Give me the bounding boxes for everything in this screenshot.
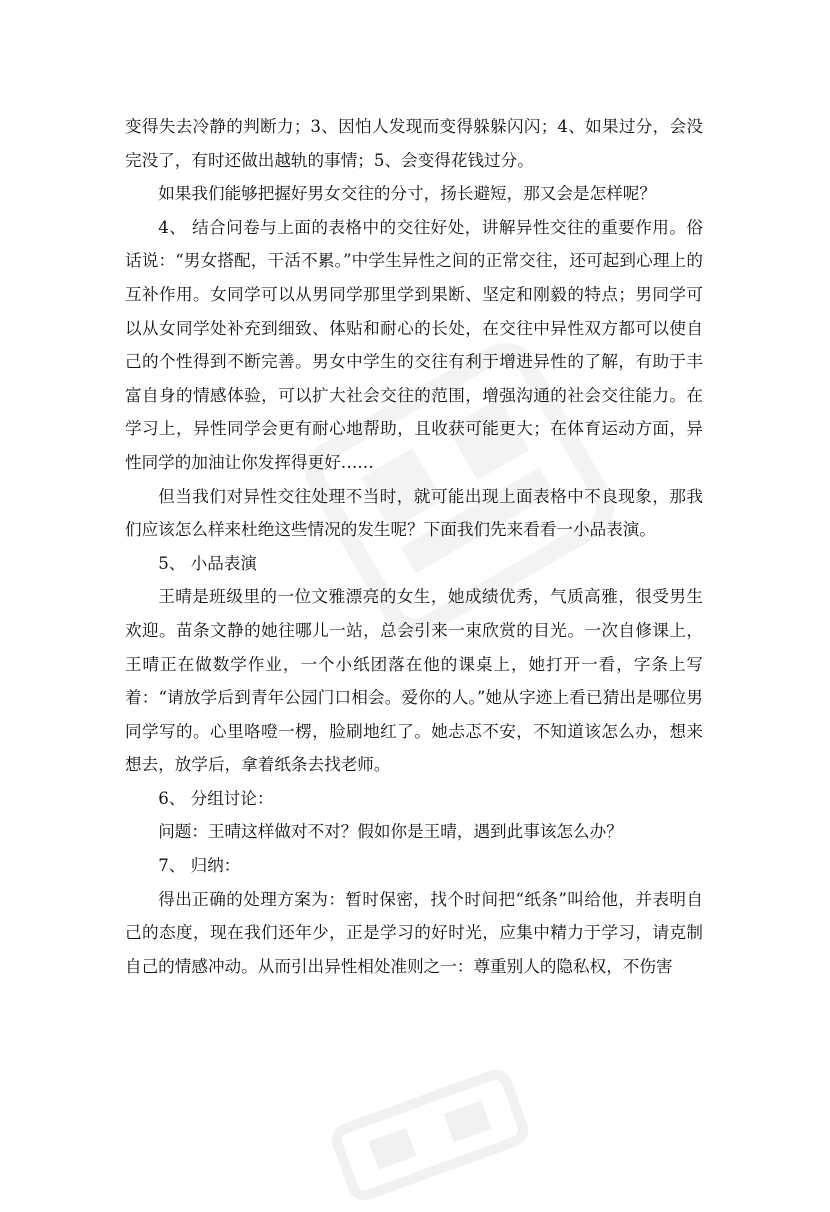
section-heading-6: 6、 分组讨论： xyxy=(158,788,274,808)
paragraph-2: 如果我们能够把握好男女交往的分寸，扬长避短，那又会是怎样呢？ xyxy=(158,184,656,204)
section-heading-7: 7、 归纳： xyxy=(158,856,241,876)
paragraph-question: 问题：王晴这样做对不对？假如你是王晴，遇到此事该怎么办？ xyxy=(158,822,623,842)
paragraph-story: 王晴是班级里的一位文雅漂亮的女生，她成绩优秀，气质高雅，很受男生欢迎。苗条文静的她往哪儿一站，总会引来一束欣赏的目光。一次自修课上，王晴正在做数学作业，一个小纸团落在他的课桌上，她打开一看，字条上写着：“请放学后到青年公园门口相会。爱你的人。”她从字迹上看已猜出是哪位男同学写的。心里咯噔一楞，脸刷地红了。她忐忑不安，不知道该怎么办，想来想去，放学后，拿着纸条去找老师。 xyxy=(125,587,703,775)
paragraph-1: 变得失去冷静的判断力；3、因怕人发现而变得躲躲闪闪；4、如果过分，会没完没了，有时还做出越轨的事情；5、会变得花钱过分。 xyxy=(125,117,703,170)
paragraph-conclusion: 得出正确的处理方案为：暂时保密，找个时间把“纸条”叫给他，并表明自己的态度，现在我们还年少，正是学习的好时光，应集中精力于学习，请克制自己的情感冲动。从而引出异性相处准则之一：尊重别人的隐私权，不伤害 xyxy=(125,889,703,976)
section-heading-5: 5、 小品表演 xyxy=(158,553,257,573)
paragraph-3: 4、 结合问卷与上面的表格中的交往好处，讲解异性交往的重要作用。俗话说：“男女搭配，干活不累。”中学生异性之间的正常交往，还可起到心理上的互补作用。女同学可以从男同学那里学到果断、坚定和刚毅的特点；男同学可以从女同学处补充到细致、体贴和耐心的长处，在交往中异性双方都可以使自己的个性得到不断完善。男女中学生的交往有利于增进异性的了解，有助于丰富自身的情感体验，可以扩大社会交往的范围，增强沟通的社会交往能力。在学习上，异性同学会更有耐心地帮助，且收获可能更大；在体育运动方面，异性同学的加油让你发挥得更好…… xyxy=(125,217,703,472)
paragraph-4: 但当我们对异性交往处理不当时，就可能出现上面表格中不良现象，那我们应该怎么样来杜绝这些情况的发生呢？下面我们先来看看一小品表演。 xyxy=(125,486,703,540)
document-body xyxy=(125,110,703,983)
watermark-corner-icon xyxy=(321,1059,540,1212)
